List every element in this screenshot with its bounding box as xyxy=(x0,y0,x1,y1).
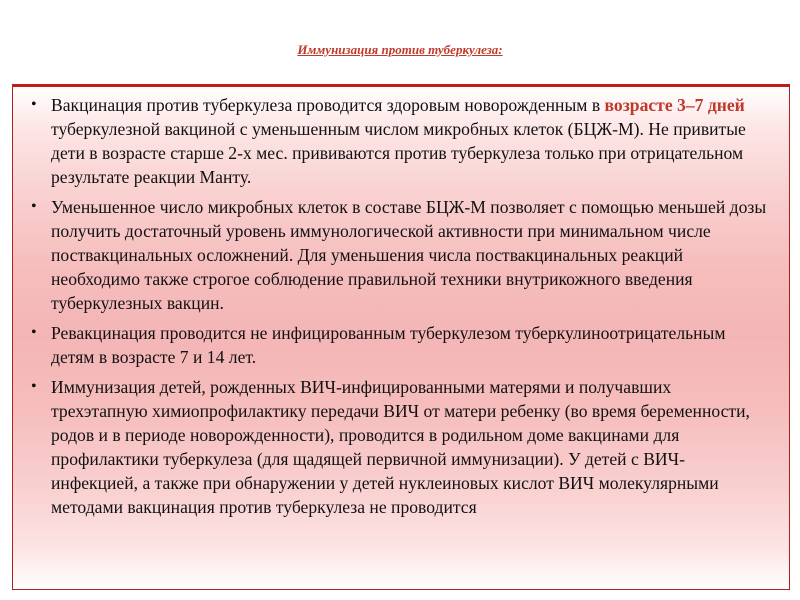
content-box xyxy=(12,84,790,590)
bullet-list xyxy=(29,93,769,519)
bullet-text-after: туберкулезной вакциной с уменьшенным числом микробных клеток (БЦЖ-М). Не привитые дети в возрасте старше 2-х мес. прививаются против туберкулеза только при отрицательном результате реакции Манту. xyxy=(51,119,746,187)
bullet-text: Уменьшенное число микробных клеток в составе БЦЖ-М позволяет с помощью меньшей дозы получить достаточный уровень иммунологической активности при минимальном числе поствакцинальных осложнений. Для уменьшения числа поствакцинальных реакций необходимо также строгое соблюдение правильной техники внутрикожного введения туберкулезных вакцин. xyxy=(51,197,767,313)
bullet-icon: • xyxy=(31,96,37,113)
bullet-item-vaccination xyxy=(29,93,769,189)
bullet-text: Ревакцинация проводится не инфицированным туберкулезом туберкулиноотрицательным детям в возрасте 7 и 14 лет. xyxy=(51,323,726,367)
bullet-item-reduced-cells xyxy=(29,195,769,315)
bullet-text-highlight: возрасте 3–7 дней xyxy=(604,95,745,115)
slide-title: Иммунизация против туберкулеза: xyxy=(297,42,503,57)
bullet-icon: • xyxy=(31,324,37,341)
bullet-text-before: Вакцинация против туберкулеза проводится здоровым новорожденным в xyxy=(51,95,605,115)
bullet-text: Иммунизация детей, рожденных ВИЧ-инфицированными матерями и получавших трехэтапную химиопрофилактику передачи ВИЧ от матери ребенку (во время беременности, родов и в периоде новорожденности), проводится в родильном доме вакцинами для профилактики туберкулеза (для щадящей первичной иммунизации). У детей с ВИЧ-инфекцией, а также при обнаружении у детей нуклеиновых кислот ВИЧ молекулярными методами вакцинация против туберкулеза не проводится xyxy=(51,377,750,517)
bullet-icon: • xyxy=(31,198,37,215)
bullet-item-revaccination xyxy=(29,321,769,369)
bullet-icon: • xyxy=(31,378,37,395)
bullet-item-hiv-children xyxy=(29,375,769,519)
